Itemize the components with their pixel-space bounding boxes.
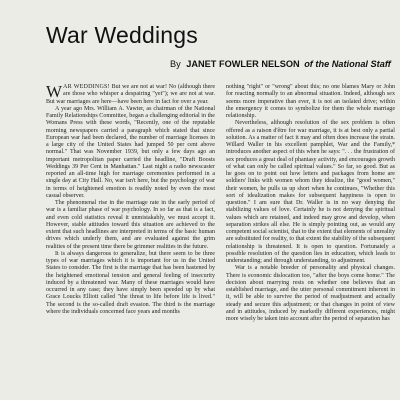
paragraph: The phenomenal rise in the marriage rate in the early period of war is a familiar phase of war psychology. In so far as that is a fact, and even cold statistics reveal it unmistakably, we must accept it. However, stable attitudes toward this situation are achieved to the extent that such headlines are interpreted in terms of the basic human drives which underly them, and are evaluated against the grim realities of the present time there be grimmer realities in the future. <box>46 200 215 250</box>
byline-affiliation: of the National Staff <box>304 59 391 69</box>
drop-cap: W <box>46 82 63 101</box>
paragraph: War is a notable breeder of personality and physical changes. There is economic dislocation too, "after the boys come home." The decision about marrying rests on whether one believes that an established marriage, and the utter personal commitment inherent in it, will be able to survive the period of readjustment and actually steady and secure this adjustment; or that changes in point of view and in attitudes, induced by markedly different experiences, might more wisely be taken into account after the period of separation has <box>226 265 395 322</box>
article-title: War Weddings <box>46 22 198 48</box>
paragraph: Nevertheless, although resolution of the sex problem is often offered as a raison d'être for war marriage, it is at best only a partial solution. As a matter of fact it may and often does increase the strain. Willard Waller in his excellent pamphlet, War and the Family,* introduces another aspect of this when he says: ". . . the frustration of sex produces a great deal of phantasy activity, and encourages growth of what can only be called spiritual values." So far, so good. But as he goes on to point out how letters and packages from home are soldiers' links with women whom they idealize, the "good women," their women, he pulls us up short when he continues, "Whether this sort of idealization makes for subsequent happiness is open to question." I am sure that Dr. Waller is in no way denying the stabilizing values of love. Certainly he is not denying the spiritual values which are retained, and indeed may grow and develop, when separation strikes all else. He is simply pointing out, as would any competent social scientist, that to the extent that elements of unreality are substituted for reality, to that extent the stability of the subsequent relationship is threatened. It is open to question. Fortunately a possible resolution of the question lies in education, which leads to understanding; and through understanding, to adjustment. <box>226 120 395 264</box>
paragraph: A year ago Mrs. William A. Vawter, as chairman of the National Family Relationships Committee, began a challenging editorial in the Womans Press with these words, "Recently, one of the reputable morning newspapers carried a paragraph which stated that since European war had been declared, the number of marriage licenses in a large city of the United States had jumped 50 per cent above normal." That was November 1939, but only a few days ago an important metropolitan paper carried the headline, "Draft Boosts Weddings 39 Per Cent in Manhattan." Last night a radio newscaster reported an all-time high for marriage ceremonies performed in a single day at City Hall. No, war isn't here, but the psychology of war in terms of heightened emotion is readily noted by even the most casual observer. <box>46 105 215 199</box>
paragraph: It is always dangerous to generalize, but there seem to be three types of war marriages which it is important for us in the United States to consider. The first is the marriage that has been hastened by the heightened emotional tension and general feeling of insecurity induced by a threatened war. Many of these marriages would have occurred in any case; they have simply been speeded up by what Grace Loucks Elliott called "the threat to life before life is lived." The second is the so-called draft evasion. The third is the marriage where the individuals concerned face years and months <box>46 250 215 315</box>
paragraph-lead <box>46 84 215 106</box>
paragraph-lead-text: But we are not at war! No (although there are those who whisper a despairing "yet"); we are not at war. But war marriages are here—have been here in fact for over a year. <box>46 84 216 105</box>
article-column-left <box>46 84 215 316</box>
byline-author: JANET FOWLER NELSON <box>186 59 300 69</box>
article-column-right <box>226 84 395 323</box>
article-byline <box>170 59 391 69</box>
byline-by: By <box>170 59 181 69</box>
paragraph-continued: nothing "right" or "wrong" about this; no one blames Mary or John for reacting normally to an abnormal situation. Indeed, although sex seems more imperative than ever, it is not an isolated drive; within the emergency it comes to symbolize for them the whole marriage relationship. <box>226 84 395 119</box>
lead-caps: AR WEDDINGS! <box>63 84 110 90</box>
